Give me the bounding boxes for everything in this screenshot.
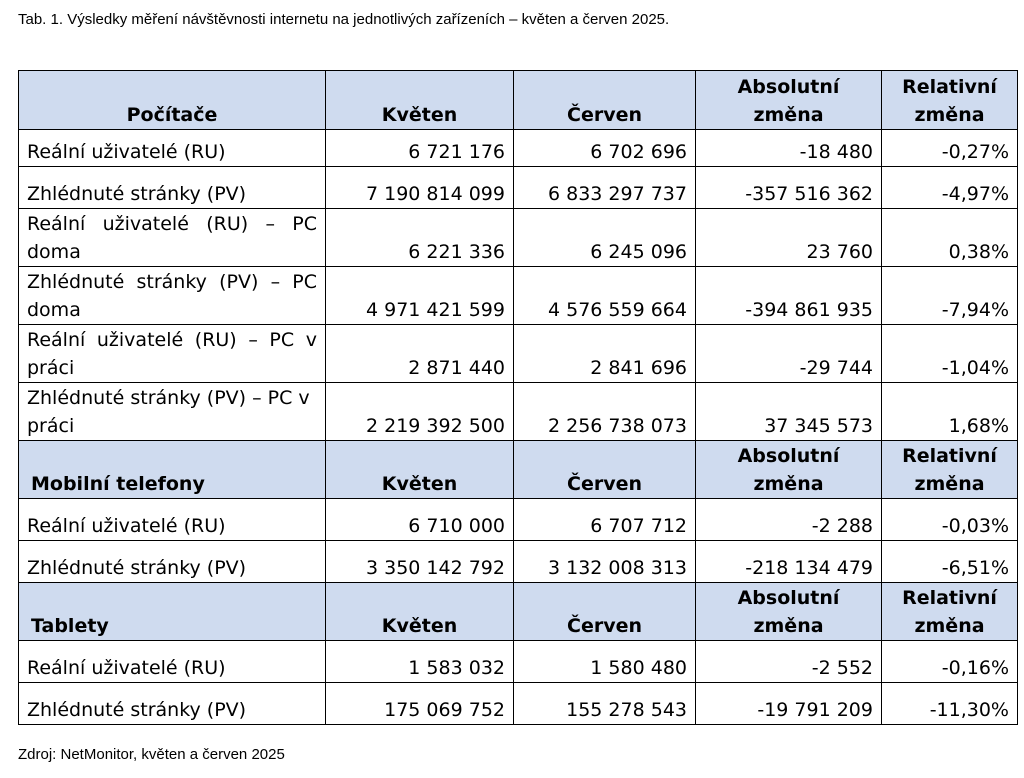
row-label: Zhlédnuté stránky (PV) – PC doma: [19, 267, 326, 325]
value-rel-change: -7,94%: [882, 267, 1018, 325]
header-june: Červen: [514, 441, 696, 499]
value-rel-change: -0,03%: [882, 499, 1018, 541]
header-abs-change: Absolutní změna: [696, 583, 882, 641]
value-abs-change: -2 552: [696, 641, 882, 683]
table-row: [19, 167, 1018, 209]
value-june: 6 702 696: [514, 130, 696, 167]
row-label: Zhlédnuté stránky (PV): [19, 541, 326, 583]
value-june: 1 580 480: [514, 641, 696, 683]
row-label: Reální uživatelé (RU) – PC doma: [19, 209, 326, 267]
source-note: Zdroj: NetMonitor, květen a červen 2025: [18, 746, 285, 763]
value-may: 2 871 440: [326, 325, 514, 383]
section-header-computers: [19, 71, 1018, 130]
value-abs-change: -357 516 362: [696, 167, 882, 209]
header-category: Počítače: [19, 71, 326, 130]
value-rel-change: -11,30%: [882, 683, 1018, 725]
table-row: [19, 641, 1018, 683]
value-abs-change: 23 760: [696, 209, 882, 267]
value-rel-change: 1,68%: [882, 383, 1018, 441]
row-label: Reální uživatelé (RU) – PC v práci: [19, 325, 326, 383]
row-label: Zhlédnuté stránky (PV): [19, 167, 326, 209]
header-june: Červen: [514, 71, 696, 130]
value-june: 2 256 738 073: [514, 383, 696, 441]
value-rel-change: 0,38%: [882, 209, 1018, 267]
table-row: [19, 325, 1018, 383]
value-may: 7 190 814 099: [326, 167, 514, 209]
value-may: 6 221 336: [326, 209, 514, 267]
row-label: Zhlédnuté stránky (PV): [19, 683, 326, 725]
table-caption: Tab. 1. Výsledky měření návštěvnosti internetu na jednotlivých zařízeních – květen a červen 2025.: [18, 11, 670, 28]
header-may: Květen: [326, 441, 514, 499]
value-abs-change: -19 791 209: [696, 683, 882, 725]
value-june: 2 841 696: [514, 325, 696, 383]
table-row: [19, 267, 1018, 325]
value-rel-change: -0,16%: [882, 641, 1018, 683]
header-abs-change: Absolutní změna: [696, 71, 882, 130]
value-may: 1 583 032: [326, 641, 514, 683]
value-rel-change: -1,04%: [882, 325, 1018, 383]
table-row: [19, 130, 1018, 167]
header-may: Květen: [326, 71, 514, 130]
header-abs-change: Absolutní změna: [696, 441, 882, 499]
value-abs-change: -218 134 479: [696, 541, 882, 583]
row-label: Reální uživatelé (RU): [19, 641, 326, 683]
value-june: 155 278 543: [514, 683, 696, 725]
header-category: Tablety: [19, 583, 326, 641]
header-rel-change: Relativní změna: [882, 71, 1018, 130]
header-category: Mobilní telefony: [19, 441, 326, 499]
value-may: 175 069 752: [326, 683, 514, 725]
value-may: 4 971 421 599: [326, 267, 514, 325]
value-abs-change: -2 288: [696, 499, 882, 541]
visits-table: [18, 70, 1018, 725]
table-row: [19, 683, 1018, 725]
table-row: [19, 209, 1018, 267]
value-abs-change: 37 345 573: [696, 383, 882, 441]
value-june: 4 576 559 664: [514, 267, 696, 325]
table-row: [19, 499, 1018, 541]
header-may: Květen: [326, 583, 514, 641]
value-may: 6 721 176: [326, 130, 514, 167]
value-june: 6 833 297 737: [514, 167, 696, 209]
header-june: Červen: [514, 583, 696, 641]
value-abs-change: -29 744: [696, 325, 882, 383]
value-may: 3 350 142 792: [326, 541, 514, 583]
value-abs-change: -18 480: [696, 130, 882, 167]
section-header-tablets: [19, 583, 1018, 641]
value-june: 6 245 096: [514, 209, 696, 267]
row-label: Reální uživatelé (RU): [19, 499, 326, 541]
section-header-mobile: [19, 441, 1018, 499]
value-june: 3 132 008 313: [514, 541, 696, 583]
header-rel-change: Relativní změna: [882, 583, 1018, 641]
value-june: 6 707 712: [514, 499, 696, 541]
header-rel-change: Relativní změna: [882, 441, 1018, 499]
value-may: 2 219 392 500: [326, 383, 514, 441]
value-rel-change: -0,27%: [882, 130, 1018, 167]
value-rel-change: -6,51%: [882, 541, 1018, 583]
table-row: [19, 541, 1018, 583]
value-rel-change: -4,97%: [882, 167, 1018, 209]
row-label: Reální uživatelé (RU): [19, 130, 326, 167]
value-may: 6 710 000: [326, 499, 514, 541]
value-abs-change: -394 861 935: [696, 267, 882, 325]
table-row: [19, 383, 1018, 441]
row-label: Zhlédnuté stránky (PV) – PC v práci: [19, 383, 326, 441]
